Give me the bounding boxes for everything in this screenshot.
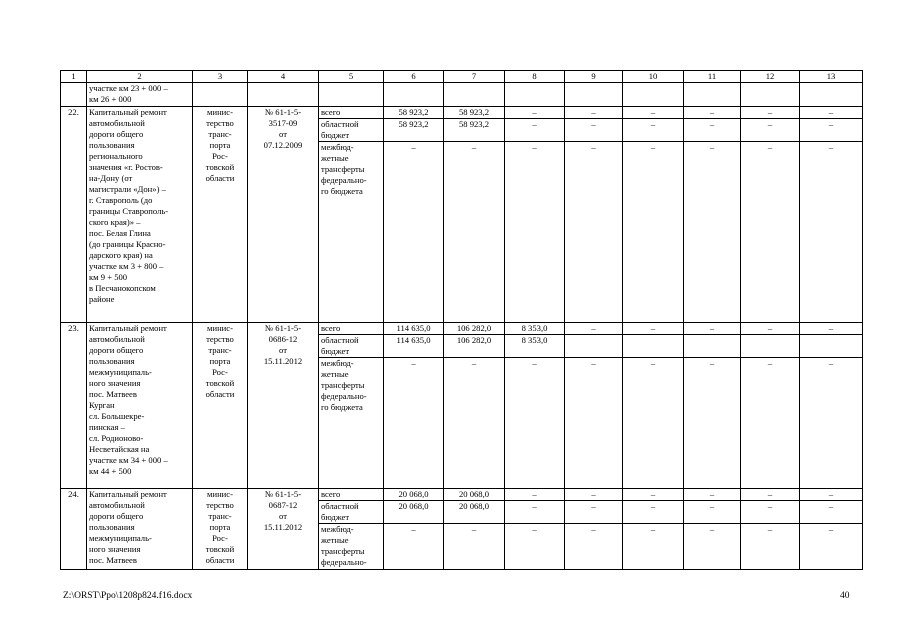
column-number: 2	[87, 71, 193, 83]
empty-cell	[61, 83, 87, 107]
value-cell: –	[684, 142, 741, 323]
value-cell: –	[444, 358, 505, 489]
object-name-cell: участке км 23 + 000 – км 26 + 000	[87, 83, 193, 107]
customer-cell: минис- терство транс- порта Рос- товской области	[193, 489, 248, 570]
value-cell: –	[741, 107, 800, 119]
entry-number: 23.	[61, 323, 87, 489]
object-name-cell: Капитальный ремонт автомобильной дороги общего пользования межмуниципаль- ного значения пос. Матвеев Курган сл. Большекре- пинская – сл. Родионово- Несветайская на участке км 34 + 000 – км 44 + 500	[87, 323, 193, 489]
empty-cell	[623, 83, 684, 107]
value-cell: –	[741, 119, 800, 142]
empty-cell	[505, 83, 565, 107]
column-number: 13	[800, 71, 863, 83]
funding-source: межбюд- жетные трансферты федерально- го бюджета	[319, 142, 384, 323]
empty-cell	[800, 83, 863, 107]
column-number: 10	[623, 71, 684, 83]
value-cell: 106 282,0	[444, 323, 505, 335]
value-cell: –	[741, 524, 800, 570]
value-cell: 20 068,0	[384, 489, 444, 501]
value-cell: –	[684, 489, 741, 501]
empty-cell	[444, 83, 505, 107]
value-cell	[565, 335, 623, 358]
value-cell: –	[565, 501, 623, 524]
value-cell: –	[800, 501, 863, 524]
value-cell: –	[505, 142, 565, 323]
entry-row-total	[61, 107, 863, 119]
value-cell: –	[384, 358, 444, 489]
value-cell: 8 353,0	[505, 335, 565, 358]
value-cell: 20 068,0	[384, 501, 444, 524]
value-cell: 58 923,2	[384, 107, 444, 119]
value-cell: –	[565, 323, 623, 335]
empty-cell	[565, 83, 623, 107]
empty-cell	[384, 83, 444, 107]
value-cell: –	[505, 119, 565, 142]
value-cell: 20 068,0	[444, 501, 505, 524]
entry-row-total	[61, 323, 863, 335]
empty-cell	[741, 83, 800, 107]
column-number: 7	[444, 71, 505, 83]
column-number: 12	[741, 71, 800, 83]
value-cell: –	[384, 142, 444, 323]
value-cell: –	[565, 358, 623, 489]
value-cell: 114 635,0	[384, 335, 444, 358]
column-number: 9	[565, 71, 623, 83]
value-cell: –	[565, 489, 623, 501]
value-cell: –	[800, 524, 863, 570]
value-cell: 114 635,0	[384, 323, 444, 335]
funding-source: межбюд- жетные трансферты федерально- го бюджета	[319, 358, 384, 489]
empty-cell	[319, 83, 384, 107]
value-cell: –	[800, 489, 863, 501]
entry-number: 24.	[61, 489, 87, 570]
document-cell: № 61-1-5- 0687-12 от 15.11.2012	[248, 489, 319, 570]
value-cell: –	[800, 142, 863, 323]
value-cell: –	[684, 119, 741, 142]
value-cell: –	[684, 358, 741, 489]
column-number: 11	[684, 71, 741, 83]
value-cell: –	[505, 489, 565, 501]
column-number: 6	[384, 71, 444, 83]
value-cell: –	[741, 142, 800, 323]
value-cell: –	[505, 358, 565, 489]
customer-cell: минис- терство транс- порта Рос- товской области	[193, 107, 248, 323]
value-cell: –	[684, 323, 741, 335]
empty-cell	[193, 83, 248, 107]
value-cell: –	[565, 524, 623, 570]
value-cell: –	[444, 142, 505, 323]
document-cell: № 61-1-5- 3517-09 от 07.12.2009	[248, 107, 319, 323]
value-cell: –	[623, 323, 684, 335]
value-cell: –	[384, 524, 444, 570]
funding-source: областной бюджет	[319, 119, 384, 142]
value-cell: –	[505, 501, 565, 524]
document-cell: № 61-1-5- 0686-12 от 15.11.2012	[248, 323, 319, 489]
value-cell	[623, 335, 684, 358]
column-number: 3	[193, 71, 248, 83]
footer-page-number: 40	[840, 591, 850, 601]
funding-source: всего	[319, 107, 384, 119]
value-cell: –	[800, 323, 863, 335]
empty-cell	[248, 83, 319, 107]
value-cell: –	[623, 501, 684, 524]
value-cell: –	[505, 524, 565, 570]
value-cell: 58 923,2	[444, 119, 505, 142]
value-cell	[684, 335, 741, 358]
value-cell: –	[565, 142, 623, 323]
value-cell: –	[800, 119, 863, 142]
entry-number: 22.	[61, 107, 87, 323]
value-cell: –	[741, 501, 800, 524]
funding-source: областной бюджет	[319, 335, 384, 358]
value-cell: –	[684, 524, 741, 570]
budget-table	[60, 70, 863, 570]
value-cell: –	[623, 358, 684, 489]
value-cell: –	[800, 107, 863, 119]
value-cell: –	[623, 524, 684, 570]
value-cell: –	[623, 107, 684, 119]
value-cell: –	[505, 107, 565, 119]
value-cell: –	[623, 142, 684, 323]
value-cell: –	[741, 489, 800, 501]
object-name-cell: Капитальный ремонт автомобильной дороги общего пользования межмуниципаль- ного значения пос. Матвеев	[87, 489, 193, 570]
funding-source: межбюд- жетные трансферты федерально-	[319, 524, 384, 570]
value-cell: 58 923,2	[444, 107, 505, 119]
footer-file-path: Z:\ORST\Ppo\1208p824.f16.docx	[63, 591, 193, 601]
value-cell: –	[800, 358, 863, 489]
value-cell: 20 068,0	[444, 489, 505, 501]
value-cell	[741, 335, 800, 358]
column-number: 1	[61, 71, 87, 83]
value-cell	[800, 335, 863, 358]
object-name-cell: Капитальный ремонт автомобильной дороги общего пользования регионального значения «г. Ростов- на-Дону (от магистрали «Дон») – г. Ставрополь (до границы Ставрополь- ского края)» – пос. Белая Глина (до границы Красно- дарского края) на участке км 3 + 800 – км 9 + 500 в Песчанокопском районе	[87, 107, 193, 323]
continuation-row	[61, 83, 863, 107]
column-number-row	[61, 71, 863, 83]
funding-source: всего	[319, 323, 384, 335]
value-cell: 106 282,0	[444, 335, 505, 358]
funding-source: всего	[319, 489, 384, 501]
value-cell: –	[684, 107, 741, 119]
value-cell: –	[623, 489, 684, 501]
value-cell: –	[444, 524, 505, 570]
customer-cell: минис- терство транс- порта Рос- товской области	[193, 323, 248, 489]
entry-row-total	[61, 489, 863, 501]
column-number: 8	[505, 71, 565, 83]
value-cell: 58 923,2	[384, 119, 444, 142]
value-cell: –	[565, 119, 623, 142]
empty-cell	[684, 83, 741, 107]
value-cell: –	[741, 323, 800, 335]
value-cell: –	[565, 107, 623, 119]
funding-source: областной бюджет	[319, 501, 384, 524]
value-cell: –	[623, 119, 684, 142]
value-cell: 8 353,0	[505, 323, 565, 335]
column-number: 4	[248, 71, 319, 83]
column-number: 5	[319, 71, 384, 83]
value-cell: –	[684, 501, 741, 524]
value-cell: –	[741, 358, 800, 489]
